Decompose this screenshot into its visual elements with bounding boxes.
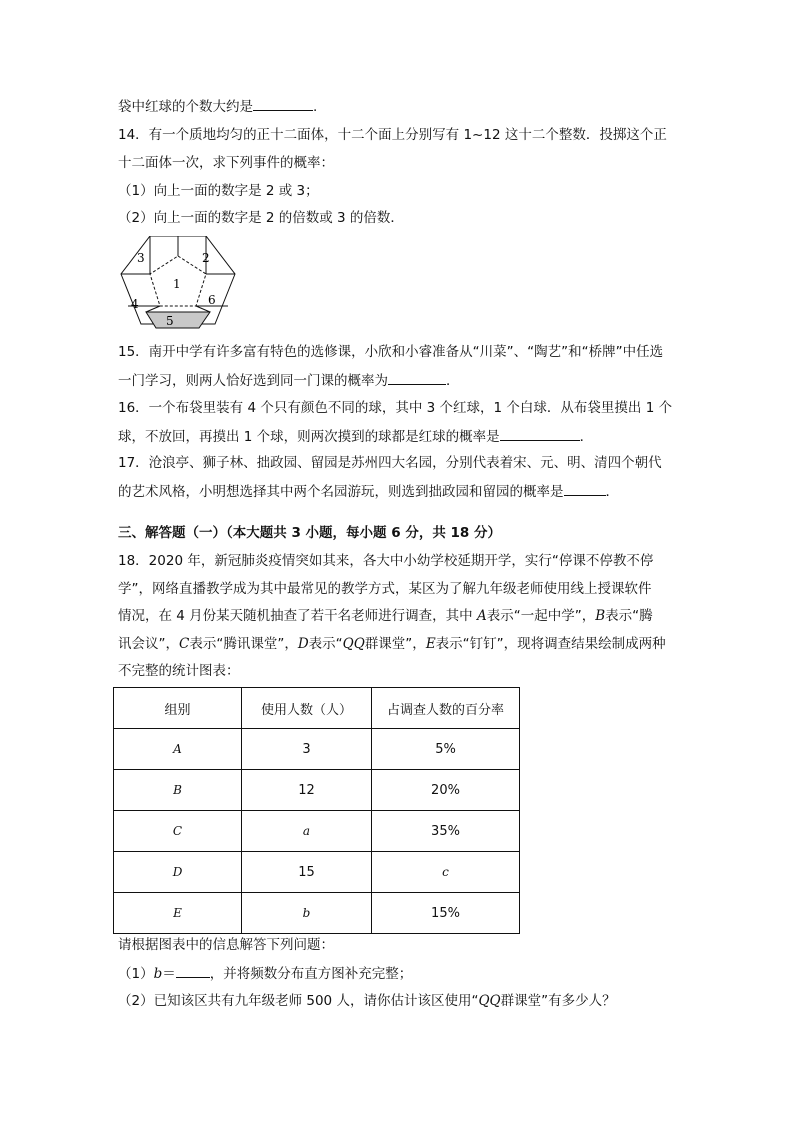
header-count: 使用人数（人） [242, 688, 372, 729]
sub-question-2: （2）已知该区共有九年级老师 500 人，请你估计该区使用“QQ群课堂”有多少人？ [118, 993, 616, 1009]
cell-count: a [242, 811, 372, 852]
cell-group: B [114, 770, 242, 811]
cell-count: 12 [242, 770, 372, 811]
q18-line-3: 情况，在 4 月份某天随机抽查了若干名老师进行调查，其中 A表示“一起中学”，B表示“腾 [118, 608, 653, 624]
q18-line-1: 18．2020 年，新冠肺炎疫情突如其来，各大中小幼学校延期开学，实行“停课不停教不停 [118, 553, 654, 569]
answer-blank [253, 96, 313, 111]
cell-count: b [242, 893, 372, 934]
table-row [114, 893, 520, 934]
cell-percent: 15% [372, 893, 520, 934]
face-label-6: 6 [208, 293, 216, 307]
cell-group: C [114, 811, 242, 852]
q16-line-2: 球，不放回，再摸出 1 个球，则两次摸到的球都是红球的概率是 ． [118, 426, 593, 447]
line-red-balls: 袋中红球的个数大约是 . [118, 96, 317, 117]
answer-blank [388, 370, 446, 385]
answer-blank [564, 481, 606, 496]
dodecahedron-figure [118, 236, 238, 336]
q18-line-4: 讯会议”，C表示“腾讯课堂”，D表示“QQ群课堂”，E表示“钉钉”，现将调查结果绘制成两种 [118, 636, 666, 652]
answer-blank [500, 426, 580, 441]
instruction-line: 请根据图表中的信息解答下列问题： [118, 937, 334, 953]
face-label-2: 2 [202, 251, 210, 265]
cell-percent: c [372, 852, 520, 893]
q14-sub-2: （2）向上一面的数字是 2 的倍数或 3 的倍数． [118, 210, 404, 226]
face-label-4: 4 [131, 297, 139, 311]
sub-question-1: （1）b＝ ，并将频数分布直方图补充完整； [118, 963, 412, 984]
answer-blank [176, 963, 210, 978]
face-label-1: 1 [173, 277, 181, 291]
q15-line-1: 15．南开中学有许多富有特色的选修课，小欣和小睿准备从“川菜”、“陶艺”和“桥牌”中任选 [118, 344, 664, 360]
q18-line-5: 不完整的统计图表： [118, 663, 240, 679]
section-heading: 三、解答题（一）（本大题共 3 小题，每小题 6 分，共 18 分） [118, 525, 502, 541]
cell-group: D [114, 852, 242, 893]
cell-group: E [114, 893, 242, 934]
table-row [114, 852, 520, 893]
q17-line-2: 的艺术风格，小明想选择其中两个名园游玩，则选到拙政园和留园的概率是 ． [118, 481, 619, 502]
survey-table [113, 687, 520, 934]
shaded-face-5 [146, 312, 210, 328]
q14-line-2: 十二面体一次，求下列事件的概率： [118, 155, 334, 171]
face-label-3: 3 [137, 251, 145, 265]
header-group: 组别 [114, 688, 242, 729]
cell-count: 15 [242, 852, 372, 893]
header-percent: 占调查人数的百分率 [372, 688, 520, 729]
cell-group: A [114, 729, 242, 770]
face-label-5: 5 [166, 314, 174, 328]
q15-line-2: 一门学习，则两人恰好选到同一门课的概率为 ． [118, 370, 460, 391]
table-row [114, 811, 520, 852]
q18-line-2: 学”，网络直播教学成为其中最常见的教学方式，某区为了解九年级老师使用线上授课软件 [118, 581, 652, 597]
cell-percent: 20% [372, 770, 520, 811]
table-row [114, 729, 520, 770]
q14-line-1: 14．有一个质地均匀的正十二面体，十二个面上分别写有 1~12 这十二个整数．投掷这个正 [118, 127, 667, 143]
cell-count: 3 [242, 729, 372, 770]
cell-percent: 5% [372, 729, 520, 770]
cell-percent: 35% [372, 811, 520, 852]
table-row [114, 770, 520, 811]
table-header-row [114, 688, 520, 729]
q14-sub-1: （1）向上一面的数字是 2 或 3； [118, 183, 319, 199]
q17-line-1: 17．沧浪亭、狮子林、拙政园、留园是苏州四大名园，分别代表着宋、元、明、清四个朝代 [118, 455, 662, 471]
q16-line-1: 16．一个布袋里装有 4 个只有颜色不同的球，其中 3 个红球，1 个白球．从布袋里摸出 1 个 [118, 400, 673, 416]
